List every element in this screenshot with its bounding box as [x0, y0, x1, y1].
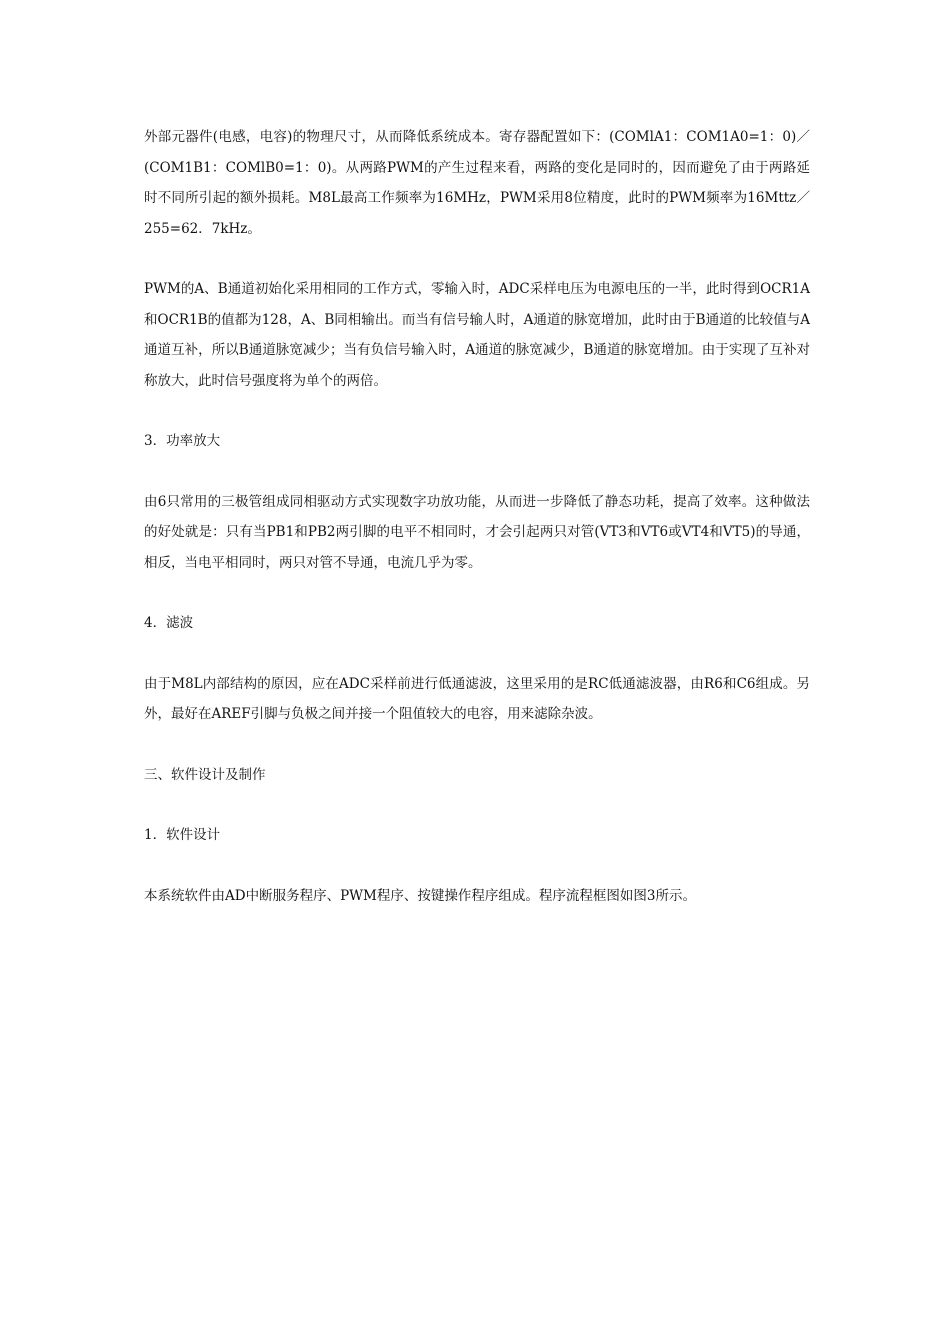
paragraph-power-amplifier: 由6只常用的三极管组成同相驱动方式实现数字功放功能，从而进一步降低了静态功耗，提高了效率。这种做法的好处就是：只有当PB1和PB2两引脚的电平不相同时，才会引起两只对管(VT3和VT6或VT4和VT5)的导通，相反，当电平相同时，两只对管不导通，电流几乎为零。 [144, 493, 810, 571]
document-page [144, 122, 810, 941]
paragraph-software-design: 本系统软件由AD中断服务程序、PWM程序、按键操作程序组成。程序流程框图如图3所示。 [144, 887, 696, 904]
paragraph-pwm-register-config: 外部元器件(电感，电容)的物理尺寸，从而降低系统成本。寄存器配置如下：(COMlA1：COM1A0=1：0)／(COM1B1：COMlB0=1：0)。从两路PWM的产生过程来看，两路的变化是同时的，因而避免了由于两路延时不同所引起的额外损耗。M8L最高工作频率为16MHz，PWM采用8位精度，此时的PWM频率为16Mttz／255=62．7kHz。 [144, 129, 810, 237]
heading-software-design: 1．软件设计 [144, 827, 221, 843]
heading-filtering: 4．滤波 [144, 615, 194, 631]
paragraph-filtering: 由于M8L内部结构的原因，应在ADC采样前进行低通滤波，这里采用的是RC低通滤波器，由R6和C6组成。另外，最好在AREF引脚与负极之间并接一个阻值较大的电容，用来滤除杂波。 [144, 675, 810, 722]
heading-power-amplifier: 3．功率放大 [144, 433, 221, 449]
heading-software-design-section: 三、软件设计及制作 [144, 766, 266, 783]
paragraph-pwm-channels: PWM的A、B通道初始化采用相同的工作方式，零输入时，ADC采样电压为电源电压的一半，此时得到OCR1A和OCR1B的值都为128，A、B同相输出。而当有信号输人时，A通道的脉宽增加，此时由于B通道的比较值与A通道互补，所以B通道脉宽减少；当有负信号输入时，A通道的脉宽减少，B通道的脉宽增加。由于实现了互补对称放大，此时信号强度将为单个的两倍。 [144, 281, 810, 389]
